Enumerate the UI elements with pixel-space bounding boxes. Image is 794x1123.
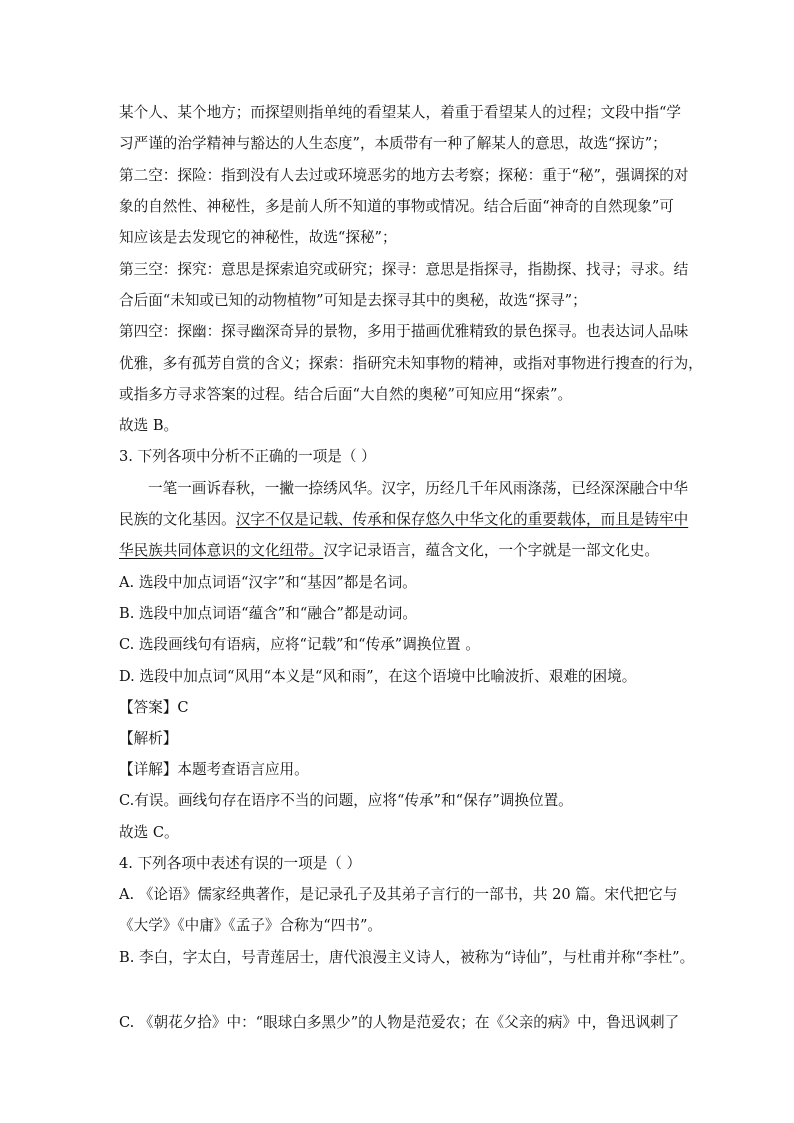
text-line: 合后面“未知或已知的动物植物”可知是去探寻其中的奥秘，故选“探寻”； (119, 292, 587, 309)
option-a-cont: 《大学》《中庸》《孟子》合称为“四书”。 (119, 917, 383, 934)
text-line: 第三空：探究：意思是探索追究或研究；探寻：意思是指探寻，指勘探、找寻；寻求。结 (119, 261, 689, 278)
analysis-label: 【解析】 (119, 730, 178, 747)
option-c: C. 《朝花夕拾》中：“眼球白多黑少”的人物是范爱农；在《父亲的病》中，鲁迅讽刺了 (119, 1014, 680, 1031)
option-a: A. 《论语》儒家经典著作，是记录孔子及其弟子言行的一部书，共 20 篇。宋代把它与 (119, 886, 678, 903)
text-line: 故选 C。 (119, 824, 179, 841)
question-4-stem: 4. 下列各项中表述有误的一项是（ ） (119, 855, 362, 872)
passage-line (119, 510, 688, 530)
underlined-sentence: 华民族共同体意识的文化纽带。 (119, 542, 324, 559)
text-line: 习严谨的治学精神与豁达的人生态度”，本质带有一种了解某人的意思，故选“探访”； (119, 135, 667, 152)
text-line: 第四空：探幽：探寻幽深奇异的景物，多用于描画优雅精致的景色探寻。也表达词人品味 (119, 323, 689, 340)
option-b: B. 选段中加点词语“蕴含”和“融合”都是动词。 (119, 605, 417, 622)
text-line: 象的自然性、神秘性，多是前人所不知道的事物或情况。结合后面“神奇的自然现象”可 (119, 198, 674, 215)
underlined-sentence: 汉字不仅是记载、传承和保存悠久中华文化的重要载体，而且是铸牢中 (235, 511, 689, 528)
text-line: 第二空：探险：指到没有人去过或环境恶劣的地方去考察；探秘：重于“秘”，强调探的对 (119, 167, 689, 184)
passage-line (119, 541, 659, 561)
option-a: A. 选段中加点词语“汉字”和“基因”都是名词。 (119, 574, 417, 591)
text-line: 知应该是去发现它的神秘性，故选“探秘”； (119, 229, 397, 246)
text-line: 某个人、某个地方；而探望则指单纯的看望某人，着重于看望某人的过程；文段中指“学 (119, 104, 682, 121)
text-line: 故选 B。 (119, 417, 179, 434)
detail-text: C.有误。画线句存在语序不当的问题，应将“传承”和“保存”调换位置。 (119, 792, 573, 809)
detail-text: 【详解】本题考查语言应用。 (119, 761, 309, 778)
passage-text: 民族的文化基因。 (119, 511, 236, 528)
text-line: 优雅，多有孤芳自赏的含义；探索：指研究未知事物的精神，或指对事物进行搜查的行为， (119, 355, 703, 372)
option-c: C. 选段画线句有语病，应将“记载”和“传承”调换位置 。 (119, 636, 480, 653)
passage-line: 一笔一画诉春秋，一撇一捺绣风华。汉字，历经几千年风雨涤荡，已经深深融合中华 (148, 480, 688, 497)
option-d: D. 选段中加点词“风用“本义是“风和雨”，在这个语境中比喻波折、艰难的困境。 (119, 668, 637, 685)
passage-text: 汉字记录语言，蕴含文化，一个字就是一部文化史。 (323, 542, 659, 559)
text-line: 或指多方寻求答案的过程。结合后面“大自然的奥秘”可知应用“探索”。 (119, 386, 573, 403)
question-3-stem: 3. 下列各项中分析不正确的一项是（ ） (119, 448, 376, 465)
answer-label: 【答案】C (119, 699, 189, 716)
option-b: B. 李白，字太白，号青莲居士，唐代浪漫主义诗人，被称为“诗仙”，与杜甫并称“李杜”。 (119, 949, 695, 966)
